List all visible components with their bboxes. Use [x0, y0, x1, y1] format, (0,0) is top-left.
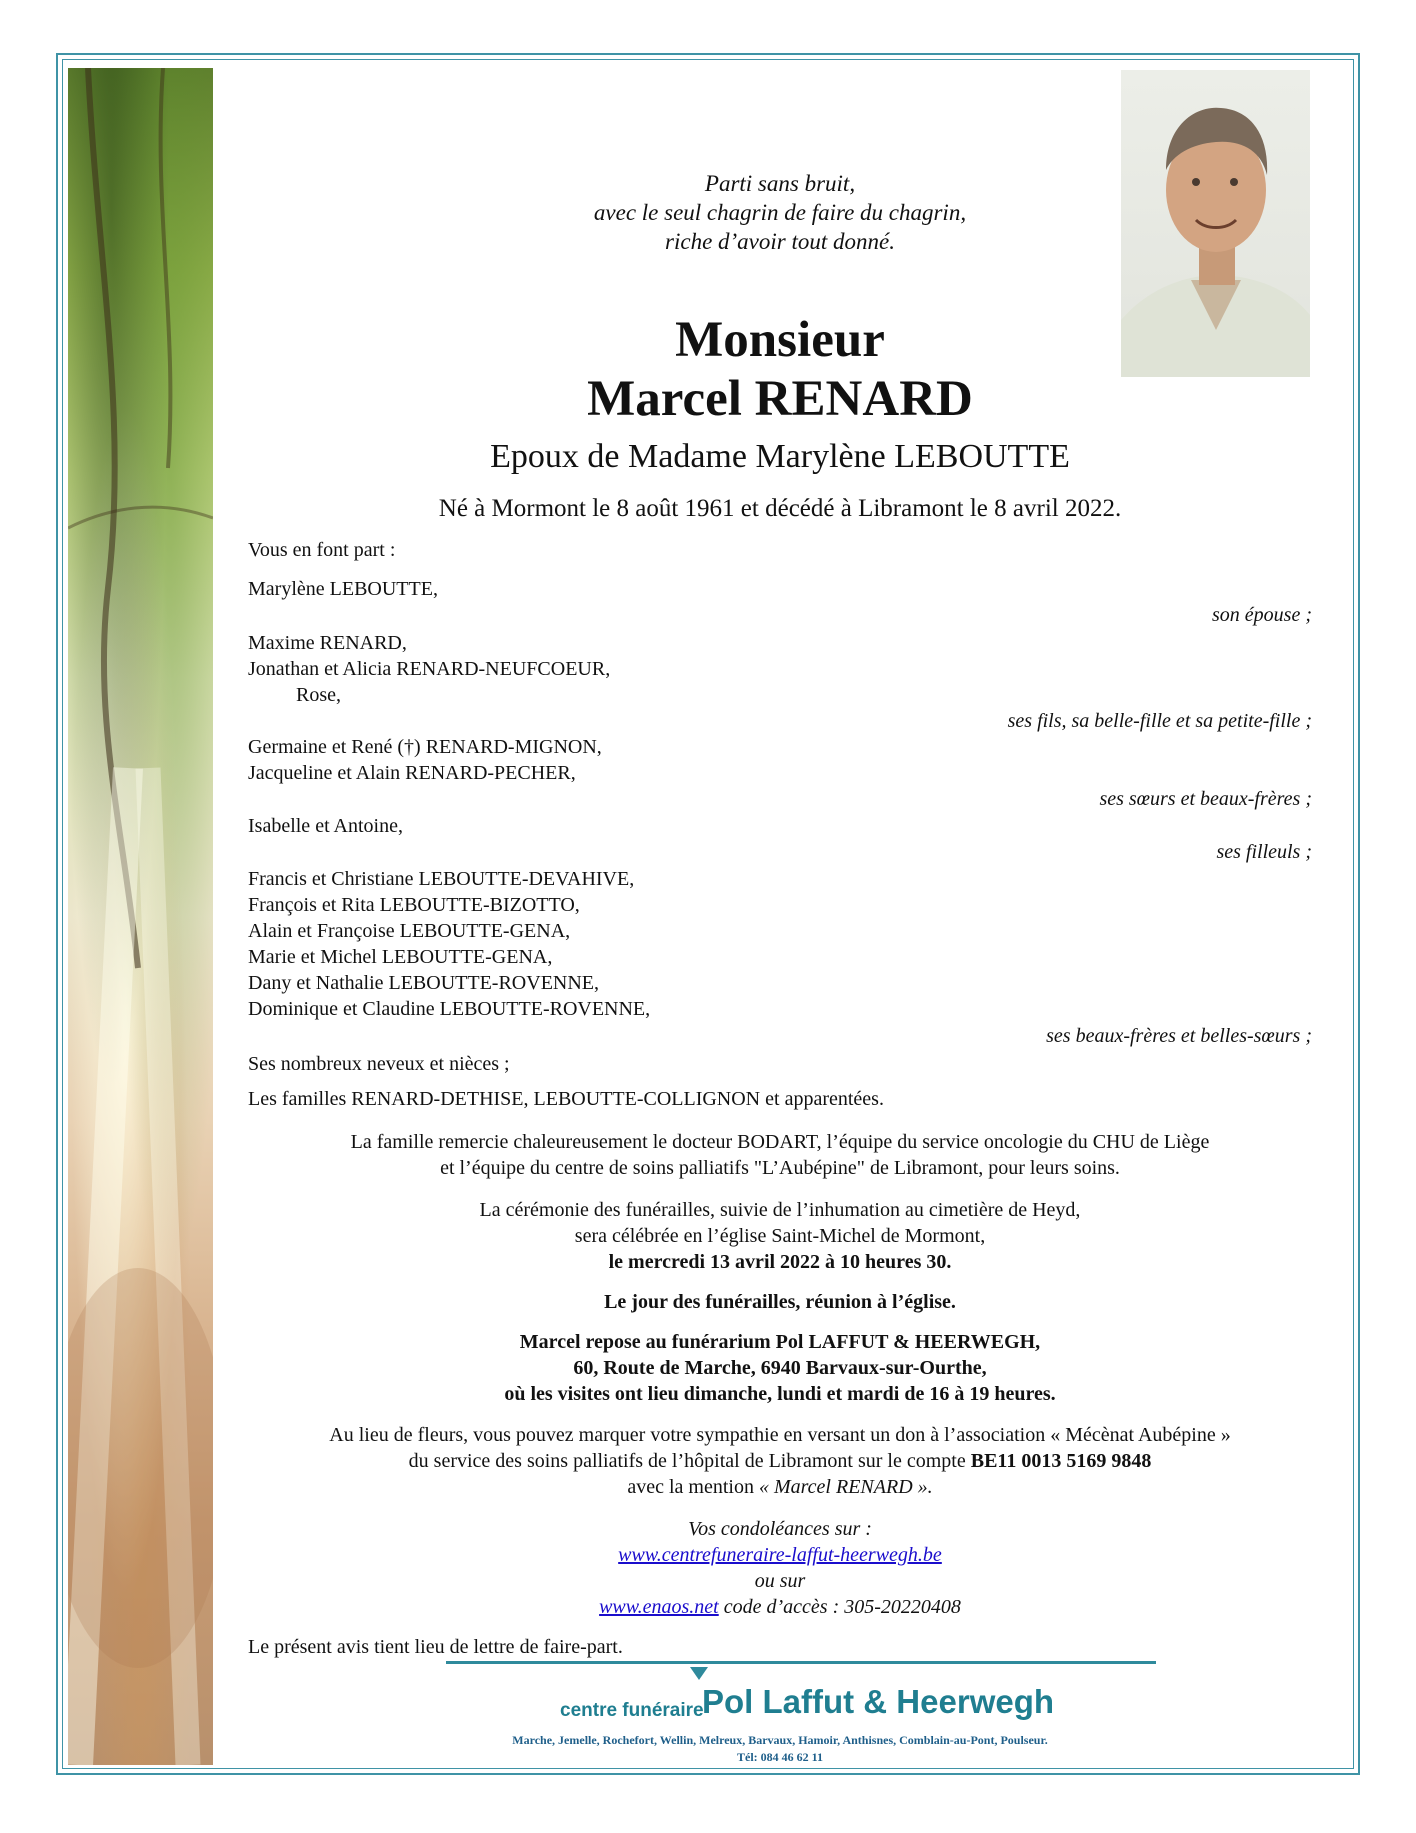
family-name: Marie et Michel LEBOUTTE-GENA,	[248, 946, 553, 968]
nephews-line: Ses nombreux neveux et nièces ;	[248, 1053, 510, 1075]
family-name: Maxime RENARD,	[248, 632, 407, 654]
ceremony-date: le mercredi 13 avril 2022 à 10 heures 30.	[608, 1251, 952, 1273]
condolences-or: ou sur	[754, 1570, 806, 1592]
donation-line: Au lieu de fleurs, vous pouvez marquer votre sympathie en versant un don à l’association « Mécènat Aubépine »	[329, 1424, 1231, 1446]
visits-line: où les visites ont lieu dimanche, lundi et mardi de 16 à 19 heures.	[504, 1383, 1056, 1405]
family-name: François et Rita LEBOUTTE-BIZOTTO,	[248, 894, 580, 916]
funeral-center-link[interactable]: www.centrefuneraire-laffut-heerwegh.be	[618, 1544, 942, 1566]
family-name: Isabelle et Antoine,	[248, 815, 403, 837]
family-name: Jonathan et Alicia RENARD-NEUFCOEUR,	[248, 658, 611, 680]
poem-line: Parti sans bruit,	[704, 171, 856, 196]
donation-text: du service des soins palliatifs de l’hôpital de Libramont sur le compte	[408, 1450, 971, 1472]
funerarium-address: 60, Route de Marche, 6940 Barvaux-sur-Ourthe,	[573, 1357, 987, 1379]
funerarium-line: Marcel repose au funérarium Pol LAFFUT & HEERWEGH,	[519, 1331, 1041, 1353]
family-name: Dominique et Claudine LEBOUTTE-ROVENNE,	[248, 998, 651, 1020]
meeting-line: Le jour des funérailles, réunion à l’église.	[604, 1291, 956, 1313]
family-name: Rose,	[296, 684, 341, 706]
forest-path-image	[68, 68, 213, 1765]
donation-mention: « Marcel RENARD ».	[758, 1476, 933, 1498]
birth-death-line: Né à Mormont le 8 août 1961 et décédé à Libramont le 8 avril 2022.	[438, 495, 1122, 522]
announce-line: Vous en font part :	[248, 539, 396, 561]
family-relation: son épouse ;	[1212, 604, 1312, 626]
enaos-link[interactable]: www.enaos.net	[599, 1596, 719, 1618]
family-relation: ses filleuls ;	[1216, 841, 1312, 863]
bank-account: BE11 0013 5169 9848	[970, 1450, 1152, 1472]
deceased-name: Marcel RENARD	[587, 371, 973, 427]
family-relation: ses fils, sa belle-fille et sa petite-fille ;	[1007, 710, 1312, 732]
family-relation: ses sœurs et beaux-frères ;	[1099, 788, 1312, 810]
poem	[248, 169, 1312, 256]
enaos-line	[248, 1595, 1312, 1619]
family-name: Jacqueline et Alain RENARD-PECHER,	[248, 762, 576, 784]
ceremony-line: sera célébrée en l’église Saint-Michel de Mormont,	[574, 1225, 986, 1247]
logo-towns: Marche, Jemelle, Rochefort, Wellin, Melreux, Barvaux, Hamoir, Anthisnes, Comblain-au-Pont, Poulseur.	[512, 1733, 1048, 1747]
access-code: code d’accès : 305-20220408	[718, 1596, 961, 1618]
logo-rule	[446, 1661, 1156, 1664]
donation-text: avec la mention	[627, 1476, 759, 1498]
spouse-line: Epoux de Madame Marylène LEBOUTTE	[490, 438, 1070, 475]
honorific: Monsieur	[675, 312, 885, 368]
condolences-label: Vos condoléances sur :	[688, 1518, 872, 1540]
thanks-line: La famille remercie chaleureusement le docteur BODART, l’équipe du service oncologie du CHU de Liège	[350, 1131, 1210, 1153]
family-name: Marylène LEBOUTTE,	[248, 578, 438, 600]
logo-phone: Tél: 084 46 62 11	[737, 1750, 823, 1764]
logo-brand: Pol Laffut & Heerwegh	[702, 1683, 1055, 1720]
logo-small-text: centre funéraire	[560, 1700, 704, 1721]
logo-triangle-icon	[690, 1667, 708, 1680]
family-name: Dany et Nathalie LEBOUTTE-ROVENNE,	[248, 972, 600, 994]
family-relation: ses beaux-frères et belles-sœurs ;	[1046, 1025, 1312, 1047]
family-name: Francis et Christiane LEBOUTTE-DEVAHIVE,	[248, 868, 635, 890]
condolences-link-line	[248, 1543, 1312, 1567]
families-line: Les familles RENARD-DETHISE, LEBOUTTE-COLLIGNON et apparentées.	[248, 1088, 884, 1110]
poem-line: riche d’avoir tout donné.	[665, 229, 895, 254]
donation-line	[248, 1449, 1312, 1473]
donation-line	[248, 1475, 1312, 1499]
family-name: Alain et Françoise LEBOUTTE-GENA,	[248, 920, 571, 942]
poem-line: avec le seul chagrin de faire du chagrin,	[593, 200, 967, 225]
family-name: Germaine et René (†) RENARD-MIGNON,	[248, 736, 602, 758]
ceremony-line: La cérémonie des funérailles, suivie de l’inhumation au cimetière de Heyd,	[479, 1199, 1081, 1221]
thanks-line: et l’équipe du centre de soins palliatifs "L’Aubépine" de Libramont, pour leurs soins.	[440, 1157, 1120, 1179]
closing-line: Le présent avis tient lieu de lettre de faire-part.	[248, 1636, 623, 1658]
